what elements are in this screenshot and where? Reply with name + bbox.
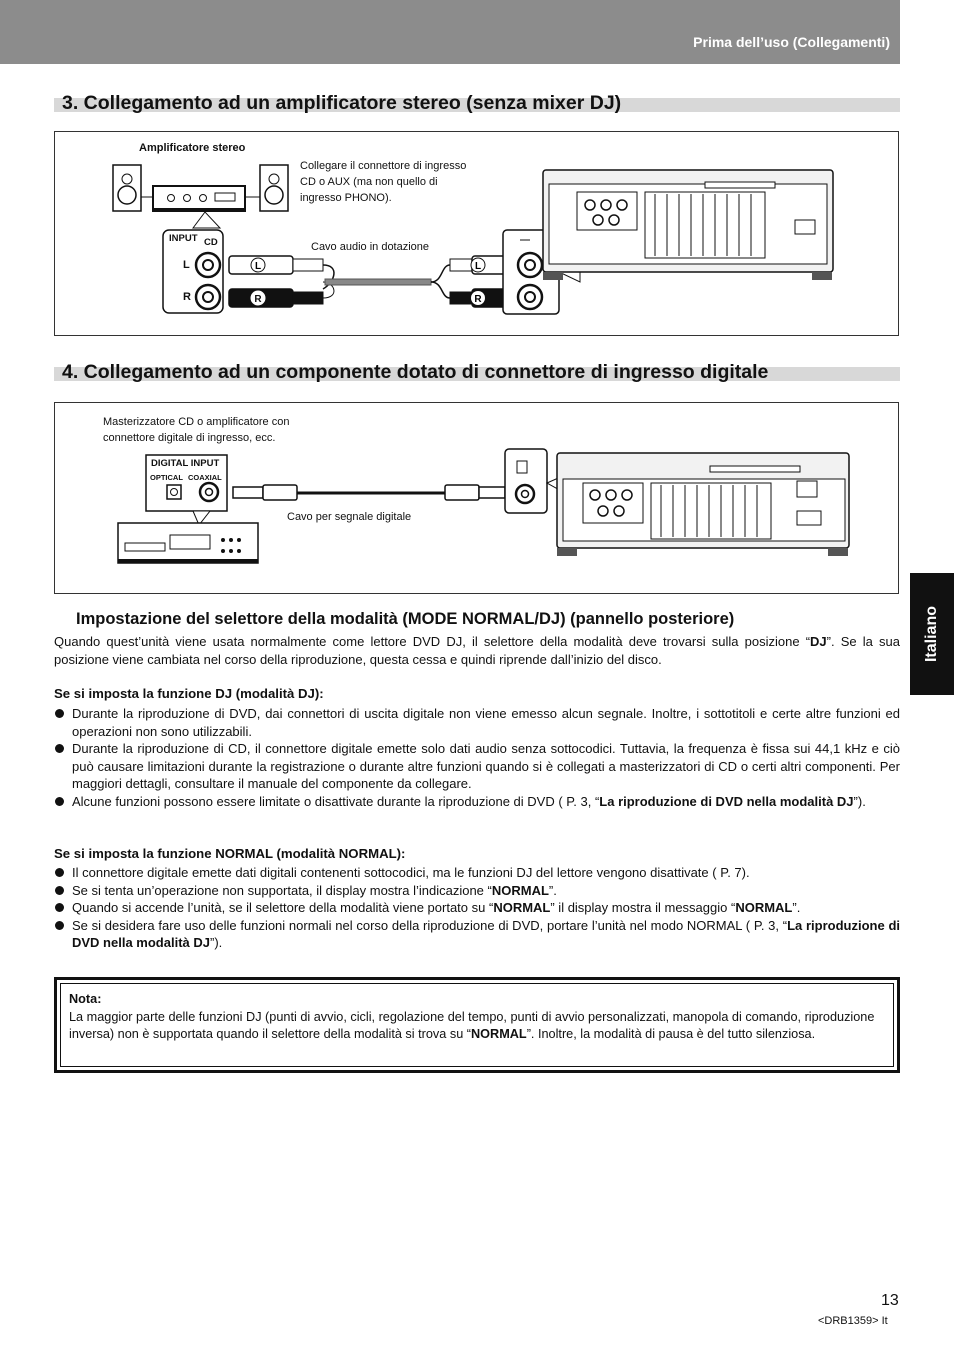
section-4-title: 4. Collegamento ad un componente dotato di connettore di ingresso digitale <box>54 359 900 381</box>
channel-l-label: L <box>183 259 190 271</box>
dj-mode-heading: Se si imposta la funzione DJ (modalità DJ): <box>54 686 324 701</box>
channel-r-label: R <box>183 291 191 303</box>
cable-label: Cavo audio in dotazione <box>311 241 430 253</box>
dvd-player-rear-panel-2 <box>557 453 849 556</box>
page-header <box>0 0 900 64</box>
amplifier-label: Amplificatore stereo <box>139 142 246 154</box>
optical-label: OPTICAL <box>150 473 183 482</box>
instruction-line-2: CD o AUX (ma non quello di <box>300 176 438 188</box>
coaxial-cable <box>233 485 505 500</box>
stereo-amplifier-icon <box>141 186 260 212</box>
device-line-2: connettore digitale di ingresso, ecc. <box>103 432 276 444</box>
digital-input-label: DIGITAL INPUT <box>151 458 220 469</box>
list-item: Durante la riproduzione di DVD, dai connettori di uscita digitale non viene emesso alcun segnale. Inoltre, i sottotitoli e certe altre funzioni ed operazioni non sono utilizzabili. <box>54 705 900 740</box>
list-item: Il connettore digitale emette dati digitali contenenti sottocodici, ma le funzioni DJ del lettore vengono disattivate ( P. 7). <box>54 864 900 882</box>
list-item: Se si tenta un’operazione non supportata, il display mostra l’indicazione “NORMAL”. <box>54 882 900 900</box>
left-plug-l <box>229 256 323 274</box>
page-number: 13 <box>881 1292 899 1309</box>
svg-text:R: R <box>474 294 482 305</box>
mode-intro: Quando quest’unità viene usata normalmente come lettore DVD DJ, il selettore della modalità deve trovarsi sulla posizione “DJ”. Se la sua posizione viene cambiata nel corso della riproduzione, questa cessa e quindi riprende dall’inizio del disco. <box>54 634 900 667</box>
device-line-1: Masterizzatore CD o amplificatore con <box>103 416 290 428</box>
left-plug-r <box>229 289 323 307</box>
cd-recorder-icon <box>118 523 258 563</box>
list-item: Se si desidera fare uso delle funzioni normali nel corso della riproduzione di DVD, portare l’unità nel modo NORMAL ( P. 3, “La riproduzione di DVD nella modalità DJ”). <box>54 917 900 952</box>
dvd-player-rear-panel <box>543 170 833 280</box>
instruction-line-1: Collegare il connettore di ingresso <box>300 160 467 172</box>
document-code: <DRB1359> It <box>818 1315 888 1327</box>
dj-mode-list <box>54 705 900 811</box>
note-box <box>54 977 900 1073</box>
note-text: La maggior parte delle funzioni DJ (punti di avvio, cicli, regolazione del tempo, punti di avvio personalizzati, manopola di comando, riproduzione inversa) non è supportata quando il selettore della modalità si trova su “NORMAL”. Inoltre, la modalità di pausa è del tutto silenziosa. <box>69 1009 875 1041</box>
mode-heading: Impostazione del selettore della modalità (MODE NORMAL/DJ) (pannello posteriore) <box>76 610 735 628</box>
coaxial-label: COAXIAL <box>188 473 222 482</box>
cd-label: CD <box>204 237 218 248</box>
svg-text:R: R <box>254 294 262 305</box>
left-speaker-icon <box>113 165 141 211</box>
normal-mode-list <box>54 864 900 952</box>
breadcrumb: Prima dell’uso (Collegamenti) <box>693 34 890 50</box>
input-label: INPUT <box>169 233 198 244</box>
figure-amplifier-connection <box>54 131 899 336</box>
svg-text:L: L <box>474 261 482 272</box>
right-speaker-icon <box>260 165 288 211</box>
digital-cable-label: Cavo per segnale digitale <box>287 511 412 523</box>
language-tab: Italiano <box>910 573 954 695</box>
digital-diagram <box>55 403 900 595</box>
list-item: Alcune funzioni possono essere limitate o disattivate durante la riproduzione di DVD ( P. 3, “La riproduzione di DVD nella modalità DJ”). <box>54 793 900 811</box>
note-title: Nota: <box>69 992 102 1006</box>
list-item: Durante la riproduzione di CD, il connettore digitale emette solo dati audio senza sottocodici. Tuttavia, la frequenza è fissa sui 44,1 kHz e ciò può causare limitazioni durante la registrazione o durante altre funzioni quando si è collegati a masterizzatori di CD o certi altri componenti. Per maggiori dettagli, consultare il manuale del componente da collegare. <box>54 740 900 793</box>
instruction-line-3: ingresso PHONO). <box>300 192 392 204</box>
list-item: Quando si accende l’unità, se il selettore della modalità viene portato su “NORMAL” il display mostra il messaggio “NORMAL”. <box>54 899 900 917</box>
svg-text:L: L <box>254 261 262 272</box>
section-3-title: 3. Collegamento ad un amplificatore stereo (senza mixer DJ) <box>54 90 900 112</box>
player-digital-jacks <box>505 449 565 513</box>
normal-mode-heading: Se si imposta la funzione NORMAL (modalità NORMAL): <box>54 846 406 861</box>
figure-digital-connection <box>54 402 899 594</box>
